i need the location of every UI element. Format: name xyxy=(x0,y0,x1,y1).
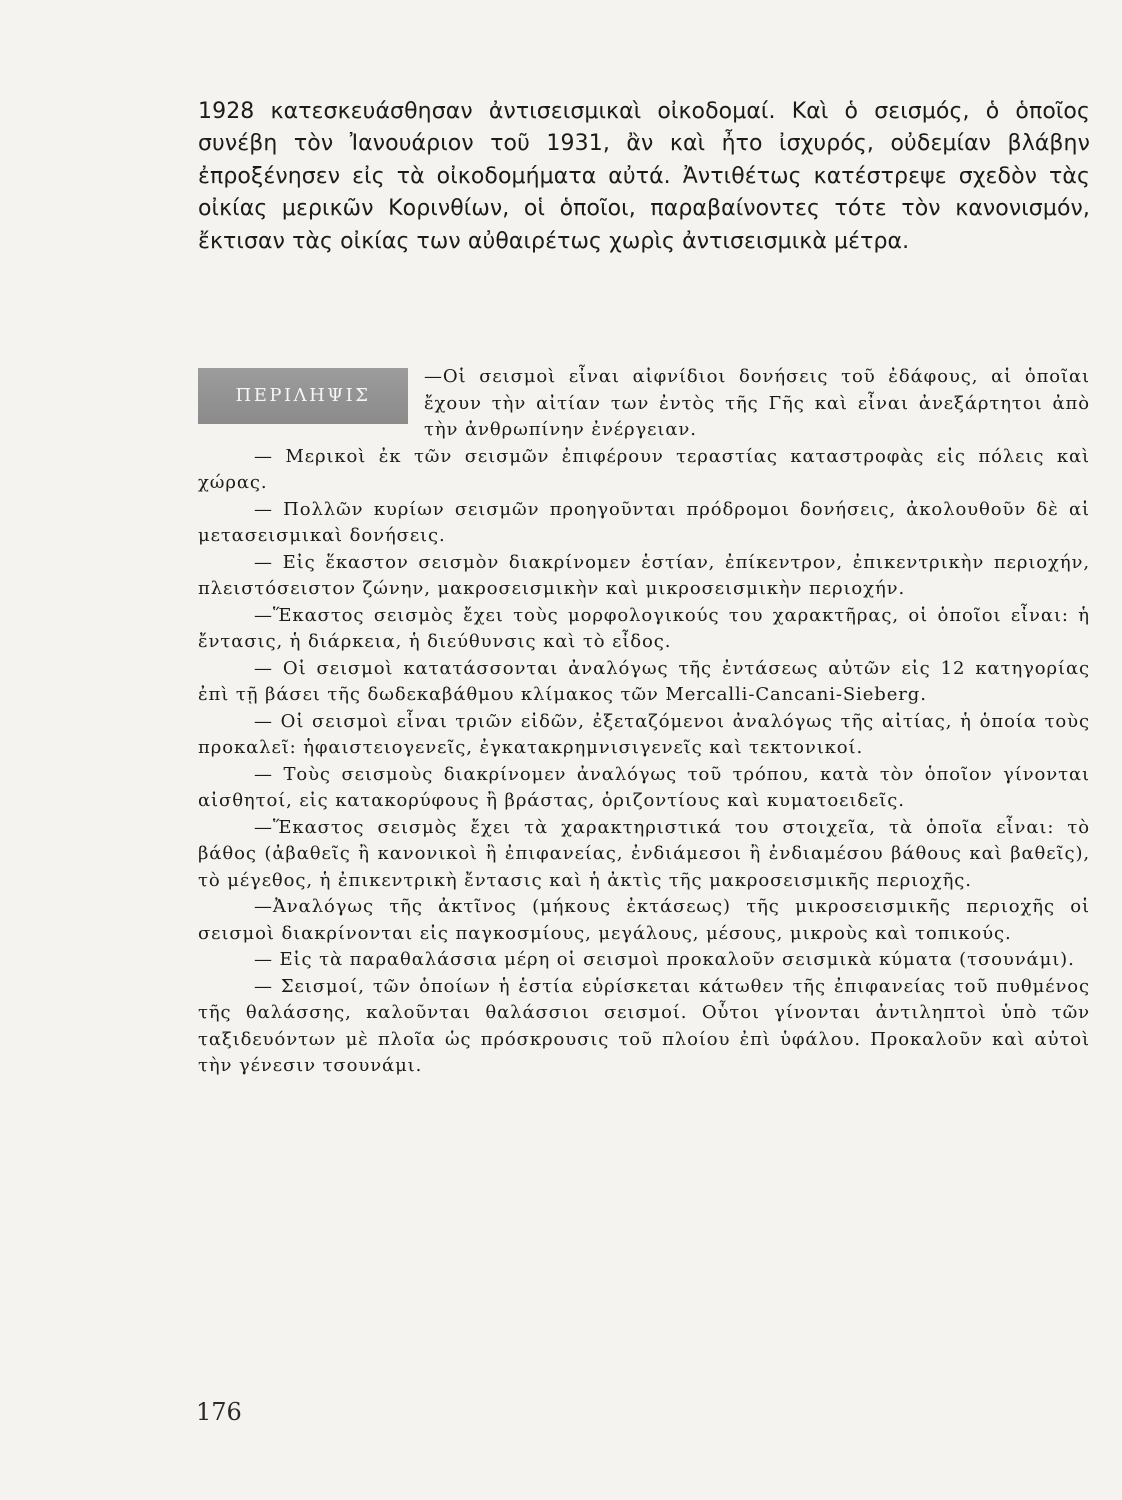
summary-paragraph: — Σεισμοί, τῶν ὁποίων ἡ ἑστία εὑρίσκεται κάτωθεν τῆς ἐπιφανείας τοῦ πυθμένος τῆς θαλάσσης, καλοῦνται θαλάσσιοι σεισμοί. Οὗτοι γίνονται ἀντιληπτοὶ ὑπὸ τῶν ταξιδευόντων μὲ πλοῖα ὡς πρόσκρουσις τοῦ πλοίου ἐπὶ ὑφάλου. Προκαλοῦν καὶ αὐτοὶ τὴν γένεσιν τσουνάμι. xyxy=(198,975,1090,1076)
summary-paragraph: — Πολλῶν κυρίων σεισμῶν προηγοῦνται πρόδρομοι δονήσεις, ἀκολουθοῦν δὲ αἱ μετασεισμικαὶ δονήσεις. xyxy=(198,498,1090,546)
summary-section xyxy=(198,364,1090,1080)
summary-paragraph: — Τοὺς σεισμοὺς διακρίνομεν ἀναλόγως τοῦ τρόπου, κατὰ τὸν ὁποῖον γίνονται αἰσθητοί, εἰς κατακορύφους ἢ βράστας, ὁριζοντίους καὶ κυματοειδεῖς. xyxy=(198,763,1090,811)
summary-paragraph: — Οἱ σεισμοὶ εἶναι τριῶν εἰδῶν, ἐξεταζόμενοι ἀναλόγως τῆς αἰτίας, ἡ ὁποία τοὺς προκαλεῖ: ἡφαιστειογενεῖς, ἐγκατακρημνισιγενεῖς καὶ τεκτονικοί. xyxy=(198,710,1090,758)
summary-paragraph: —Ἀναλόγως τῆς ἀκτῖνος (μήκους ἐκτάσεως) τῆς μικροσεισμικῆς περιοχῆς οἱ σεισμοὶ διακρίνονται εἰς παγκοσμίους, μεγάλους, μέσους, μικροὺς καὶ τοπικούς. xyxy=(198,896,1090,944)
summary-paragraph: — Μερικοὶ ἐκ τῶν σεισμῶν ἐπιφέρουν τεραστίας καταστροφὰς εἰς πόλεις καὶ χώρας. xyxy=(198,445,1090,493)
summary-paragraph: — Εἰς τὰ παραθαλάσσια μέρη οἱ σεισμοὶ προκαλοῦν σεισμικὰ κύματα (τσουνάμι). xyxy=(254,949,1075,970)
summary-paragraph: —Ἕκαστος σεισμὸς ἔχει τὰ χαρακτηριστικά του στοιχεῖα, τὰ ὁποῖα εἶναι: τὸ βάθος (ἀβαθεῖς ἢ κανονικοὶ ἢ ἐπιφανείας, ἐνδιάμεσοι ἢ ἐνδιαμέσου βάθους καὶ βαθεῖς), τὸ μέγεθος, ἡ ἐπικεντρικὴ ἔντασις καὶ ἡ ἀκτὶς τῆς μακροσεισμικῆς περιοχῆς. xyxy=(198,816,1090,891)
summary-paragraph: — Εἰς ἕκαστον σεισμὸν διακρίνομεν ἑστίαν, ἐπίκεντρον, ἐπικεντρικὴν περιοχήν, πλειστόσειστον ζώνην, μακροσεισμικὴν καὶ μικροσεισμικὴν περιοχήν. xyxy=(198,551,1090,599)
summary-paragraph: — Οἱ σεισμοὶ κατατάσσονται ἀναλόγως τῆς ἐντάσεως αὐτῶν εἰς 12 κατηγορίας ἐπὶ τῇ βάσει τῆς δωδεκαβάθμου κλίμακος τῶν Mercalli-Cancani-Sieberg. xyxy=(198,657,1090,705)
intro-paragraph: 1928 κατεσκευάσθησαν ἀντισεισμικαὶ οἰκοδομαί. Καὶ ὁ σεισμός, ὁ ὁποῖος συνέβη τὸν Ἰανουάριον τοῦ 1931, ἂν καὶ ἦτο ἰσχυρός, οὐδεμίαν βλάβην ἐπροξένησεν εἰς τὰ οἰκοδομήματα αὐτά. Ἀντιθέτως κατέστρεψε σχεδὸν τὰς οἰκίας μερικῶν Κορινθίων, οἱ ὁποῖοι, παραβαίνοντες τότε τὸν κανονισμόν, ἔκτισαν τὰς οἰκίας των αὐθαιρέτως χωρὶς ἀντισεισμικὰ μέτρα. xyxy=(198,99,1090,254)
summary-heading-badge: ΠΕΡΙΛΗΨΙΣ xyxy=(198,368,408,424)
summary-paragraph: —Οἱ σεισμοὶ εἶναι αἰφνίδιοι δονήσεις τοῦ ἐδάφους, αἱ ὁποῖαι ἔχουν τὴν αἰτίαν των ἐντὸς τῆς Γῆς καὶ εἶναι ἀνεξάρτητοι ἀπὸ τὴν ἀνθρωπίνην ἐνέργειαν. xyxy=(424,366,1090,440)
intro-text xyxy=(198,96,1090,258)
summary-paragraph: —Ἕκαστος σεισμὸς ἔχει τοὺς μορφολογικούς του χαρακτῆρας, οἱ ὁποῖοι εἶναι: ἡ ἔντασις, ἡ διάρκεια, ἡ διεύθυνσις καὶ τὸ εἶδος. xyxy=(198,604,1090,652)
page-number: 176 xyxy=(196,1398,242,1426)
